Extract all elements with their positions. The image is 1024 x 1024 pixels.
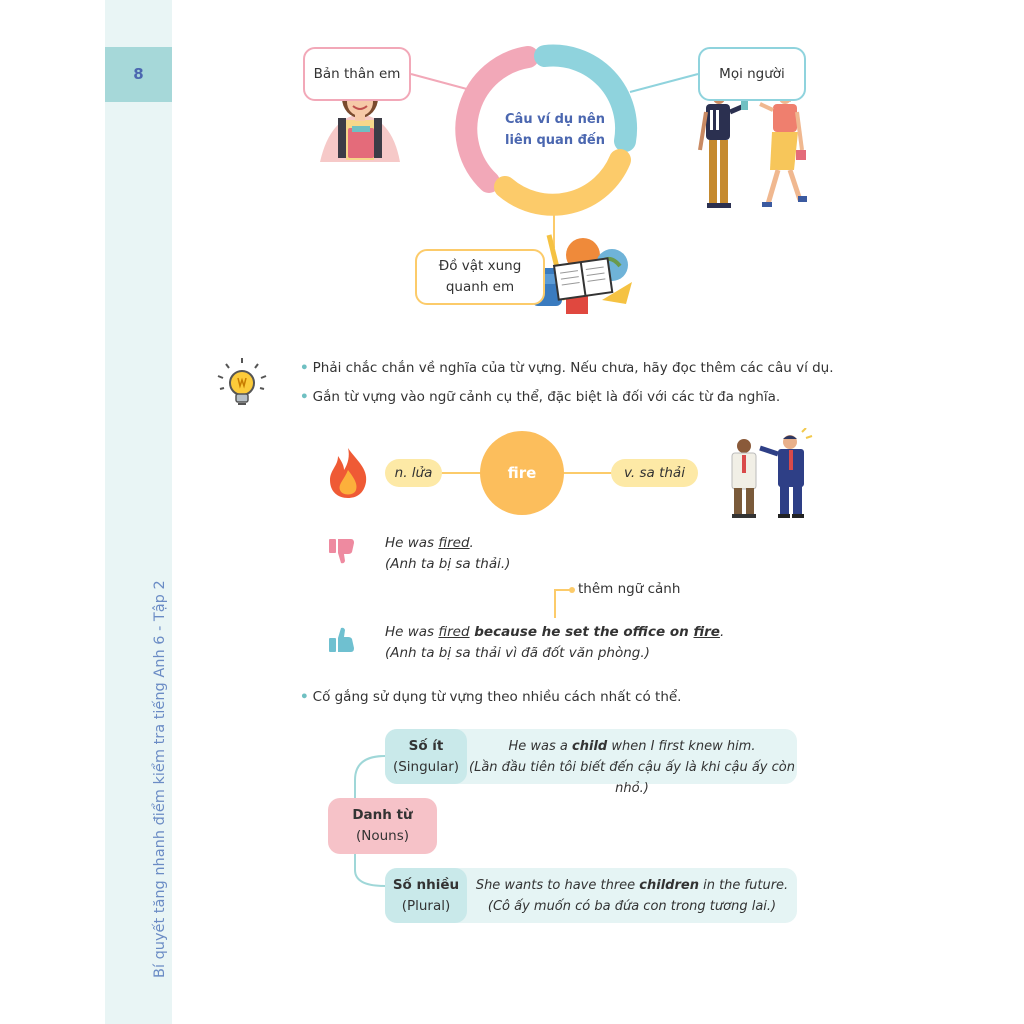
singular-subtitle: (Singular)	[392, 758, 460, 775]
singular-example	[467, 737, 797, 799]
noun-meaning-pill: n. lửa	[385, 459, 442, 487]
verb-meaning-pill: v. sa thải	[611, 459, 698, 487]
bullet: •	[300, 360, 309, 376]
center-line2: liên quan đến	[504, 132, 605, 148]
nouns-label	[328, 798, 437, 854]
good-example-word: fired	[438, 624, 470, 640]
good-example-prefix: He was	[385, 624, 439, 640]
flame-icon	[326, 446, 370, 500]
bad-example	[385, 533, 510, 575]
singular-ex-prefix: He was a	[508, 739, 573, 754]
tip-1	[300, 360, 834, 376]
plural-example	[467, 876, 797, 918]
singular-sentence	[467, 737, 797, 758]
mindmap-node-objects	[415, 249, 545, 305]
plural-sentence	[467, 876, 797, 897]
tip-3-text: Cố gắng sử dụng từ vựng theo nhiều cách nhất có thể.	[312, 689, 682, 705]
bad-example-prefix: He was	[385, 535, 439, 551]
tip-2	[300, 389, 780, 405]
plural-ex-bold: children	[639, 878, 699, 893]
singular-ex-bold: child	[572, 739, 608, 754]
tip-1-text: Phải chắc chắn về nghĩa của từ vựng. Nếu chưa, hãy đọc thêm các câu ví dụ.	[312, 360, 834, 376]
fire-word-circle: fire	[480, 431, 564, 515]
good-example-translation: (Anh ta bị sa thải vì đã đốt văn phòng.)	[385, 644, 650, 661]
tip-3	[300, 689, 681, 705]
bullet: •	[300, 689, 309, 705]
connector-people	[630, 74, 698, 92]
plural-translation: (Cô ấy muốn có ba đứa con trong tương lai.)	[487, 898, 777, 914]
plural-label	[385, 868, 467, 923]
singular-ex-suffix: when I first knew him.	[607, 739, 756, 754]
couple-illustration	[700, 84, 807, 208]
boss-firing-illustration	[722, 428, 814, 520]
plural-ex-suffix: in the future.	[698, 878, 789, 893]
bad-example-sentence	[385, 533, 510, 554]
plural-subtitle: (Plural)	[401, 897, 451, 914]
center-line1: Câu ví dụ nên	[505, 112, 605, 127]
good-example-word2: fire	[693, 624, 720, 640]
good-example	[385, 622, 724, 664]
context-connector	[550, 584, 580, 618]
good-example-suffix: .	[719, 624, 725, 640]
bad-example-translation: (Anh ta bị sa thải.)	[385, 555, 511, 572]
lightbulb-icon	[214, 356, 270, 412]
nouns-title: Danh từ	[352, 807, 413, 824]
singular-translation: (Lần đầu tiên tôi biết đến cậu ấy là khi cậu ấy còn nhỏ.)	[469, 759, 795, 796]
objects-line1: Đồ vật xung	[438, 258, 522, 275]
nouns-subtitle: (Nouns)	[355, 828, 410, 844]
mindmap-node-people: Mọi người	[698, 47, 806, 101]
mindmap-node-self: Bản thân em	[303, 47, 411, 101]
good-example-sentence	[385, 622, 724, 643]
thumbs-up-icon	[327, 626, 357, 654]
singular-label	[385, 729, 467, 784]
singular-title: Số ít	[408, 737, 444, 754]
school-supplies-illustration	[532, 235, 632, 314]
objects-line2: quanh em	[445, 279, 515, 295]
mindmap-center-label	[494, 110, 616, 152]
side-title: Bí quyết tăng nhanh điểm kiểm tra tiếng Anh 6 - Tập 2	[152, 580, 168, 978]
bad-example-suffix: .	[469, 535, 474, 551]
bad-example-word: fired	[438, 535, 470, 551]
bullet: •	[300, 389, 309, 405]
plural-title: Số nhiều	[392, 876, 460, 893]
good-example-middle: because he set the office on	[469, 624, 694, 640]
thumbs-down-icon	[327, 537, 357, 565]
page-number: 8	[133, 65, 144, 83]
context-label: thêm ngữ cảnh	[578, 581, 681, 597]
tip-2-text: Gắn từ vựng vào ngữ cảnh cụ thể, đặc biệt là đối với các từ đa nghĩa.	[312, 389, 781, 405]
plural-ex-prefix: She wants to have three	[475, 878, 640, 893]
